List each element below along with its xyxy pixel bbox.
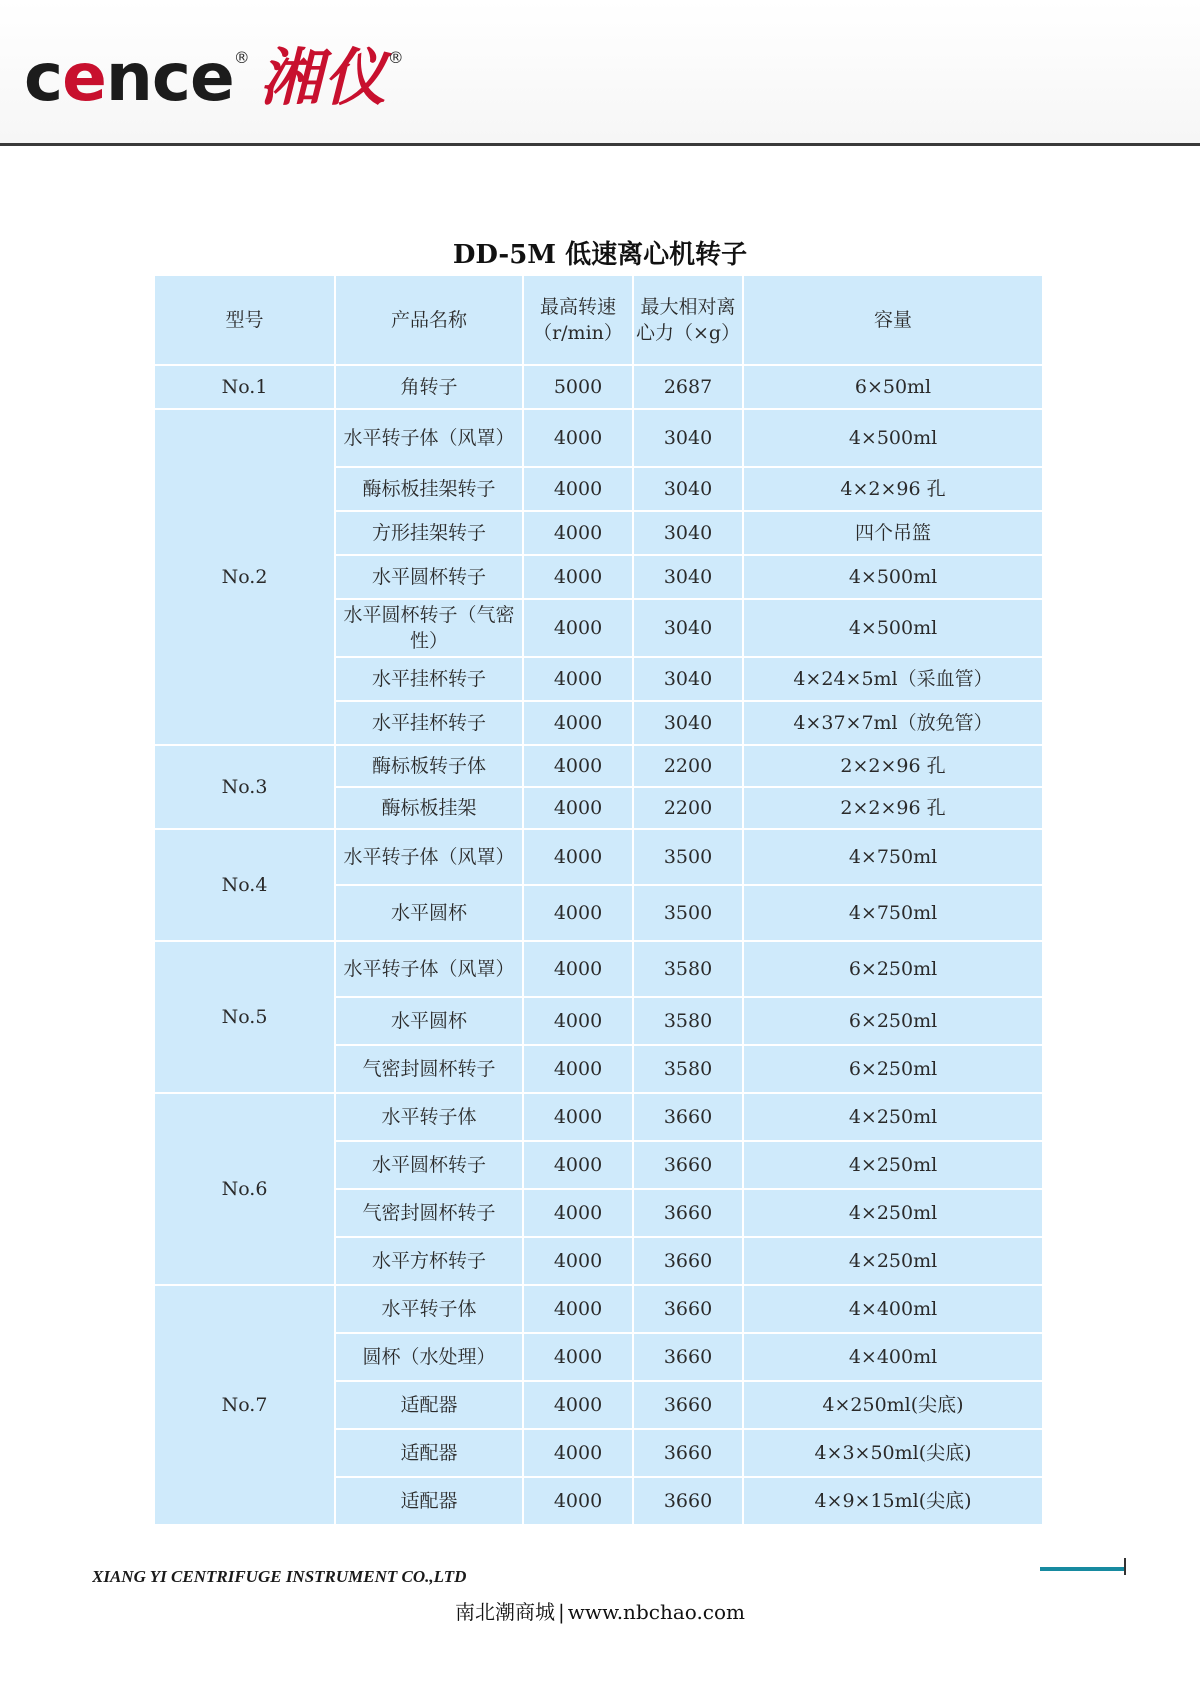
logo-chinese-text: 湘仪	[259, 41, 388, 114]
max-rcf-cell: 3040	[634, 556, 744, 600]
table-row	[155, 746, 1042, 788]
product-name-cell: 适配器	[336, 1430, 524, 1478]
footer-url[interactable]: www.nbchao.com	[567, 1600, 746, 1624]
product-name-cell: 角转子	[336, 366, 524, 410]
max-rcf-cell: 3040	[634, 702, 744, 746]
capacity-cell: 4×500ml	[744, 556, 1042, 600]
max-rcf-cell: 3660	[634, 1142, 744, 1190]
product-name-cell: 酶标板转子体	[336, 746, 524, 788]
max-rcf-cell: 2687	[634, 366, 744, 410]
model-cell: No.6	[155, 1094, 336, 1286]
footer-site-name: 南北潮商城	[454, 1600, 555, 1624]
product-name-cell: 气密封圆杯转子	[336, 1046, 524, 1094]
product-name-cell: 水平圆杯转子（气密性）	[336, 600, 524, 658]
max-rcf-cell: 3660	[634, 1430, 744, 1478]
model-cell: No.1	[155, 366, 336, 410]
footer-tick	[1124, 1558, 1126, 1575]
max-rcf-cell: 3040	[634, 410, 744, 468]
rotor-spec-table	[155, 276, 1042, 1526]
capacity-cell: 4×400ml	[744, 1334, 1042, 1382]
capacity-cell: 4×2×96 孔	[744, 468, 1042, 512]
max-speed-cell: 4000	[524, 512, 634, 556]
max-speed-cell: 4000	[524, 830, 634, 886]
max-speed-cell: 4000	[524, 746, 634, 788]
max-speed-cell: 4000	[524, 1286, 634, 1334]
product-name-cell: 水平挂杯转子	[336, 658, 524, 702]
company-name-strip: XIANG YI CENTRIFUGE INSTRUMENT CO.,LTD	[92, 1567, 467, 1586]
product-name-cell: 圆杯（水处理）	[336, 1334, 524, 1382]
max-speed-cell: 4000	[524, 1238, 634, 1286]
product-name-cell: 水平转子体（风罩）	[336, 410, 524, 468]
product-name-cell: 水平转子体	[336, 1094, 524, 1142]
product-name-cell: 酶标板挂架	[336, 788, 524, 830]
capacity-cell: 4×37×7ml（放免管）	[744, 702, 1042, 746]
max-speed-cell: 4000	[524, 1094, 634, 1142]
product-name-cell: 水平挂杯转子	[336, 702, 524, 746]
capacity-cell: 4×250ml(尖底)	[744, 1382, 1042, 1430]
capacity-cell: 4×250ml	[744, 1094, 1042, 1142]
model-cell: No.7	[155, 1286, 336, 1526]
capacity-cell: 4×500ml	[744, 410, 1042, 468]
max-speed-cell: 4000	[524, 410, 634, 468]
max-speed-cell: 4000	[524, 1334, 634, 1382]
max-rcf-cell: 3660	[634, 1478, 744, 1526]
max-rcf-cell: 3040	[634, 600, 744, 658]
max-rcf-cell: 3660	[634, 1094, 744, 1142]
rotor-table-body	[155, 276, 1042, 1526]
max-rcf-cell: 3660	[634, 1286, 744, 1334]
capacity-cell: 6×50ml	[744, 366, 1042, 410]
product-name-cell: 适配器	[336, 1382, 524, 1430]
product-name-cell: 水平转子体（风罩）	[336, 830, 524, 886]
product-name-cell: 水平方杯转子	[336, 1238, 524, 1286]
rotor-table-container	[155, 276, 1042, 1526]
max-rcf-cell: 2200	[634, 788, 744, 830]
table-row	[155, 366, 1042, 410]
max-speed-cell: 4000	[524, 556, 634, 600]
product-name-cell: 水平圆杯	[336, 886, 524, 942]
max-rcf-cell: 3660	[634, 1334, 744, 1382]
capacity-cell: 6×250ml	[744, 942, 1042, 998]
max-speed-cell: 4000	[524, 1142, 634, 1190]
table-header-row	[155, 276, 1042, 366]
logo-registered-mark-2: ®	[387, 48, 404, 67]
max-rcf-cell: 3040	[634, 468, 744, 512]
max-speed-cell: 4000	[524, 1190, 634, 1238]
letterhead-divider	[0, 143, 1200, 146]
capacity-cell: 四个吊篮	[744, 512, 1042, 556]
company-logo	[24, 40, 404, 120]
max-rcf-cell: 3040	[634, 658, 744, 702]
max-rcf-cell: 3660	[634, 1382, 744, 1430]
table-row	[155, 1094, 1042, 1142]
product-name-cell: 方形挂架转子	[336, 512, 524, 556]
table-row	[155, 942, 1042, 998]
product-name-cell: 水平圆杯	[336, 998, 524, 1046]
max-rcf-cell: 3040	[634, 512, 744, 556]
header-model: 型号	[155, 276, 336, 366]
capacity-cell: 4×500ml	[744, 600, 1042, 658]
max-rcf-cell: 3580	[634, 1046, 744, 1094]
model-cell: No.5	[155, 942, 336, 1094]
product-name-cell: 气密封圆杯转子	[336, 1190, 524, 1238]
capacity-cell: 4×24×5ml（采血管）	[744, 658, 1042, 702]
max-speed-cell: 5000	[524, 366, 634, 410]
capacity-cell: 4×250ml	[744, 1142, 1042, 1190]
page-footer	[0, 1596, 1200, 1625]
max-speed-cell: 4000	[524, 702, 634, 746]
capacity-cell: 4×250ml	[744, 1190, 1042, 1238]
max-speed-cell: 4000	[524, 600, 634, 658]
footer-separator: |	[557, 1600, 565, 1624]
model-cell: No.4	[155, 830, 336, 942]
table-row	[155, 830, 1042, 886]
product-name-cell: 水平转子体	[336, 1286, 524, 1334]
max-speed-cell: 4000	[524, 998, 634, 1046]
table-row	[155, 410, 1042, 468]
product-name-cell: 水平圆杯转子	[336, 1142, 524, 1190]
capacity-cell: 2×2×96 孔	[744, 788, 1042, 830]
max-rcf-cell: 3660	[634, 1238, 744, 1286]
header-max-speed: 最高转速（r/min）	[524, 276, 634, 366]
table-row	[155, 1286, 1042, 1334]
max-speed-cell: 4000	[524, 788, 634, 830]
max-speed-cell: 4000	[524, 1430, 634, 1478]
max-rcf-cell: 3580	[634, 998, 744, 1046]
capacity-cell: 4×400ml	[744, 1286, 1042, 1334]
max-rcf-cell: 3660	[634, 1190, 744, 1238]
max-speed-cell: 4000	[524, 886, 634, 942]
max-speed-cell: 4000	[524, 1046, 634, 1094]
footer-accent-rule	[1040, 1567, 1126, 1571]
document-title: DD-5M 低速离心机转子	[452, 240, 748, 270]
capacity-cell: 4×250ml	[744, 1238, 1042, 1286]
product-name-cell: 水平转子体（风罩）	[336, 942, 524, 998]
max-rcf-cell: 3500	[634, 886, 744, 942]
capacity-cell: 4×750ml	[744, 886, 1042, 942]
max-rcf-cell: 2200	[634, 746, 744, 788]
header-capacity: 容量	[744, 276, 1042, 366]
model-cell: No.3	[155, 746, 336, 830]
max-speed-cell: 4000	[524, 1478, 634, 1526]
capacity-cell: 6×250ml	[744, 1046, 1042, 1094]
capacity-cell: 4×9×15ml(尖底)	[744, 1478, 1042, 1526]
product-name-cell: 酶标板挂架转子	[336, 468, 524, 512]
product-name-cell: 适配器	[336, 1478, 524, 1526]
product-name-cell: 水平圆杯转子	[336, 556, 524, 600]
max-rcf-cell: 3580	[634, 942, 744, 998]
logo-latin-text: cence	[24, 39, 234, 116]
logo-registered-mark: ®	[233, 48, 250, 67]
model-cell: No.2	[155, 410, 336, 746]
max-rcf-cell: 3500	[634, 830, 744, 886]
max-speed-cell: 4000	[524, 658, 634, 702]
header-max-rcf: 最大相对离心力（×g）	[634, 276, 744, 366]
capacity-cell: 4×750ml	[744, 830, 1042, 886]
max-speed-cell: 4000	[524, 1382, 634, 1430]
capacity-cell: 4×3×50ml(尖底)	[744, 1430, 1042, 1478]
max-speed-cell: 4000	[524, 942, 634, 998]
max-speed-cell: 4000	[524, 468, 634, 512]
capacity-cell: 6×250ml	[744, 998, 1042, 1046]
capacity-cell: 2×2×96 孔	[744, 746, 1042, 788]
header-product-name: 产品名称	[336, 276, 524, 366]
